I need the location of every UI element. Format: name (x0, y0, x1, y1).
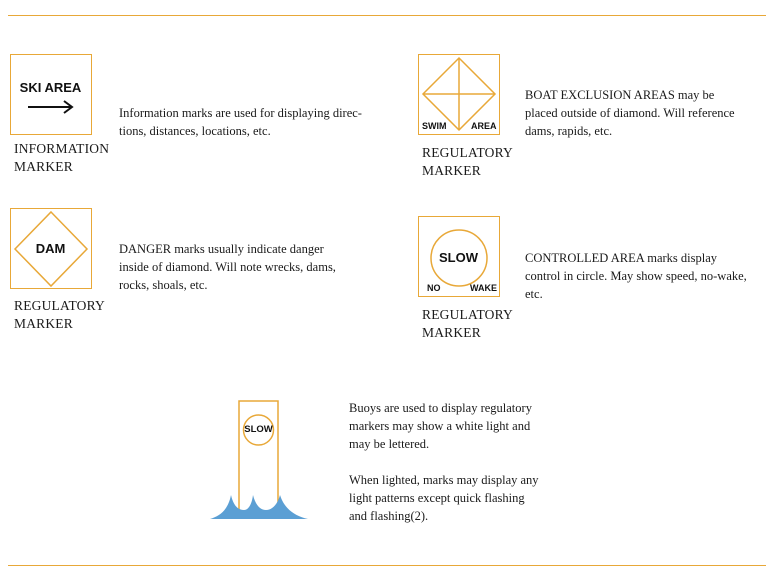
description-line: tions, distances, locations, etc. (119, 124, 271, 138)
caption-line: MARKER (422, 163, 481, 178)
ski-area-label: SKI AREA (19, 80, 82, 95)
information-marker-description (119, 104, 362, 140)
description-line: etc. (525, 287, 543, 301)
swim-label: SWIM (422, 121, 447, 131)
boat-exclusion-marker-sign (418, 54, 500, 135)
wake-label: WAKE (470, 283, 497, 293)
danger-marker-description (119, 240, 336, 294)
description-line: and flashing(2). (349, 509, 429, 523)
dam-label: DAM (35, 241, 66, 256)
paragraph-gap (349, 453, 539, 471)
buoy-icon (208, 400, 310, 522)
description-line: markers may show a white light and (349, 419, 531, 433)
boat-exclusion-description (525, 86, 735, 140)
right-arrow-icon (11, 55, 91, 135)
slow-label: SLOW (439, 250, 478, 265)
description-line: DANGER marks usually indicate danger (119, 242, 324, 256)
controlled-area-caption (422, 306, 513, 342)
caption-line: REGULATORY (422, 145, 514, 160)
description-line: CONTROLLED AREA marks display (525, 251, 718, 265)
description-line: inside of diamond. Will note wrecks, dams, (119, 260, 336, 274)
caption-line: INFORMATION (14, 141, 110, 156)
caption-line: REGULATORY (422, 307, 514, 322)
caption-line: MARKER (14, 316, 73, 331)
bottom-divider (8, 565, 766, 566)
description-line: may be lettered. (349, 437, 430, 451)
description-line: placed outside of diamond. Will reference (525, 106, 735, 120)
caption-line: REGULATORY (14, 298, 106, 313)
danger-marker-sign (10, 208, 92, 289)
information-marker-sign (10, 54, 92, 135)
boat-exclusion-caption (422, 144, 513, 180)
description-line: control in circle. May show speed, no-wake, (525, 269, 747, 283)
controlled-area-marker-sign (418, 216, 500, 297)
area-label: AREA (471, 121, 497, 131)
information-marker-caption (14, 140, 109, 176)
description-line: BOAT EXCLUSION AREAS may be (525, 88, 715, 102)
no-label: NO (427, 283, 441, 293)
description-line: rocks, shoals, etc. (119, 278, 208, 292)
danger-marker-caption (14, 297, 105, 333)
description-line: Buoys are used to display regulatory (349, 401, 532, 415)
description-line: light patterns except quick flashing (349, 491, 525, 505)
caption-line: MARKER (14, 159, 73, 174)
caption-line: MARKER (422, 325, 481, 340)
buoy-illustration (208, 400, 310, 522)
description-line: Information marks are used for displaying direc- (119, 106, 362, 120)
buoy-description (349, 399, 539, 525)
controlled-area-description (525, 249, 747, 303)
top-divider (8, 15, 766, 16)
buoy-slow-label: SLOW (244, 424, 273, 435)
description-line: When lighted, marks may display any (349, 473, 539, 487)
description-line: dams, rapids, etc. (525, 124, 613, 138)
